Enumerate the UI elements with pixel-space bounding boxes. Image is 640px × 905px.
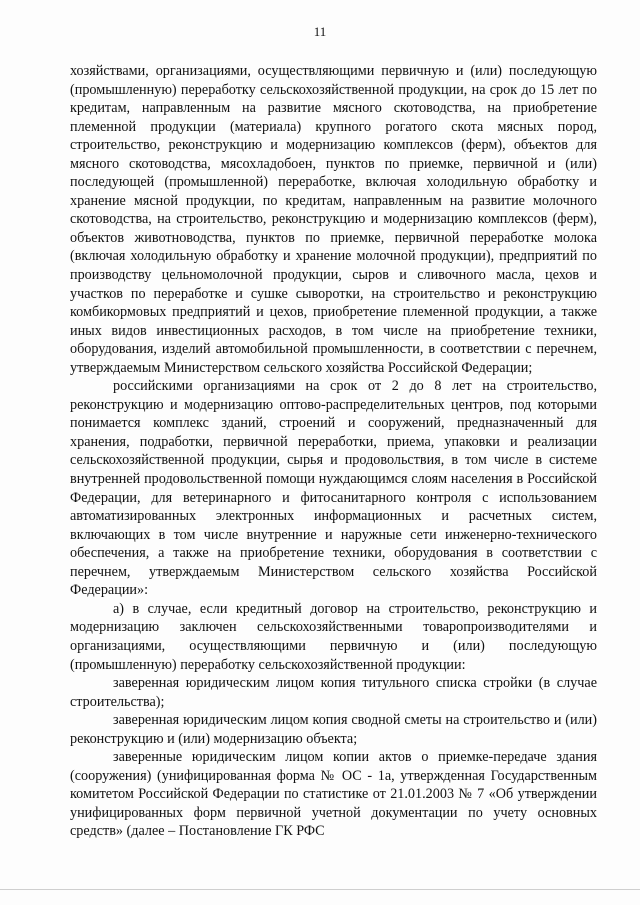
paragraph-4: заверенная юридическим лицом копия титульного списка стройки (в случае строительства); (70, 675, 597, 710)
paragraph-1: хозяйствами, организациями, осуществляющими первичную и (или) последующую (промышленную) переработку сельскохозяйственной продукции, на срок до 15 лет по кредитам, направленным на развитие мясного скотоводства, на приобретение племенной продукции (материала) крупного рогатого скота мясных пород, строительство, реконструкцию и модернизацию комплексов (ферм), объектов для мясного скотоводства, мясохладобоен, пунктов по приемке, первичной и (или) последующей (промышленной) переработке, включая холодильную обработку и хранение мясной продукции, по кредитам, направленным на развитие молочного скотоводства, на строительство, реконструкцию и модернизацию комплексов (ферм), объектов животноводства, пунктов по приемке, первичной переработке молока (включая холодильную обработку и хранение молочной продукции), предприятий по производству цельномолочной продукции, сыров и сливочного масла, цехов и участков по переработке и сушке сыворотки, на строительство и реконструкцию комбикормовых предприятий и цехов, приобретение племенной продукции, а также иных видов инвестиционных расходов, в том числе на приобретение техники, оборудования, изделий автомобильной промышленности, в соответствии с перечнем, утверждаемым Министерством сельского хозяйства Российской Федерации; (70, 63, 597, 376)
paragraph-6: заверенные юридическим лицом копии актов о приемке-передаче здания (сооружения) (унифицированная форма № ОС - 1а, утвержденная Государственным комитетом Российской Федерации по статистике от 21.01.2003 № 7 «Об утверждении унифицированных форм первичной учетной документации по учету основных средств» (далее – Постановление ГК РФС (70, 749, 597, 840)
body-text (70, 62, 597, 841)
paragraph-5: заверенная юридическим лицом копия сводной сметы на строительство и (или) реконструкцию и (или) модернизацию объекта; (70, 712, 597, 747)
paragraph-2: российскими организациями на срок от 2 до 8 лет на строительство, реконструкцию и модернизацию оптово-распределительных центров, под которыми понимается комплекс зданий, строений и сооружений, предназначенный для хранения, подработки, первичной переработки, приема, упаковки и реализации сельскохозяйственной продукции, сырья и продовольствия, в том числе в системе внутренней продовольственной помощи нуждающимся слоям населения в Российской Федерации, для ветеринарного и фитосанитарного контроля с использованием автоматизированных электронных информационных и расчетных систем, включающих в том числе внутренние и наружные сети инженерно-технического обеспечения, а также на приобретение техники, оборудования в соответствии с перечнем, утверждаемым Министерством сельского хозяйства Российской Федерации»: (70, 378, 597, 599)
page-edge-line (0, 889, 640, 890)
paragraph-3: а) в случае, если кредитный договор на строительство, реконструкцию и модернизацию заключен сельскохозяйственными товаропроизводителями и организациями, осуществляющими первичную и (или) последующую (промышленную) переработку сельскохозяйственной продукции: (70, 600, 597, 673)
page-number: 11 (313, 24, 327, 39)
